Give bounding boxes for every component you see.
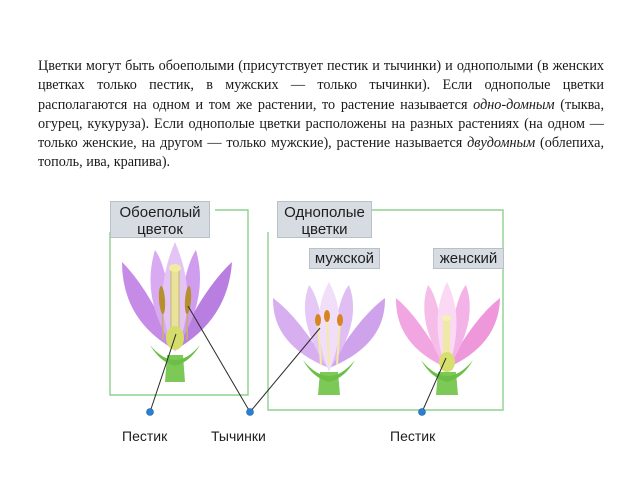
dot-pistil-left [147,409,154,416]
dot-pistil-right [419,409,426,416]
pointer-stamens-bisexual [188,306,250,412]
paragraph-text-1: Цветки могут быть обоеполыми (присутствует пестик и тычинки) и однополыми (в женских цветках только пестик, в мужских — только тычинки). Если однополые цветки располагаются на одном и том же растении, то растение называется [38,58,604,113]
male-flower [273,282,385,395]
label-unisexual-flowers: Однополые цветки [277,201,372,238]
pointer-stamens-male [250,328,320,412]
term-monoecious: одно-домным [473,96,555,113]
female-flower [396,282,500,395]
label-male: мужской [309,248,380,269]
paragraph-text-3: (облепиха, тополь, ива, крапива). [38,135,604,171]
caption-stamens: Тычинки [211,428,266,444]
term-dioecious: двудомным [467,135,536,152]
dot-stamens [247,409,254,416]
label-female: женский [433,248,504,269]
paragraph-text-2: (тыква, огурец, кукуруза). Если однополые цветки расположены на разных растениях (на одном — только женские, на другом — только мужские), растение называется [38,96,604,152]
bisexual-flower [122,242,232,382]
label-bisexual-flower: Обоеполый цветок [110,201,210,238]
caption-pistil-right: Пестик [390,428,436,444]
caption-pistil-left: Пестик [122,428,168,444]
